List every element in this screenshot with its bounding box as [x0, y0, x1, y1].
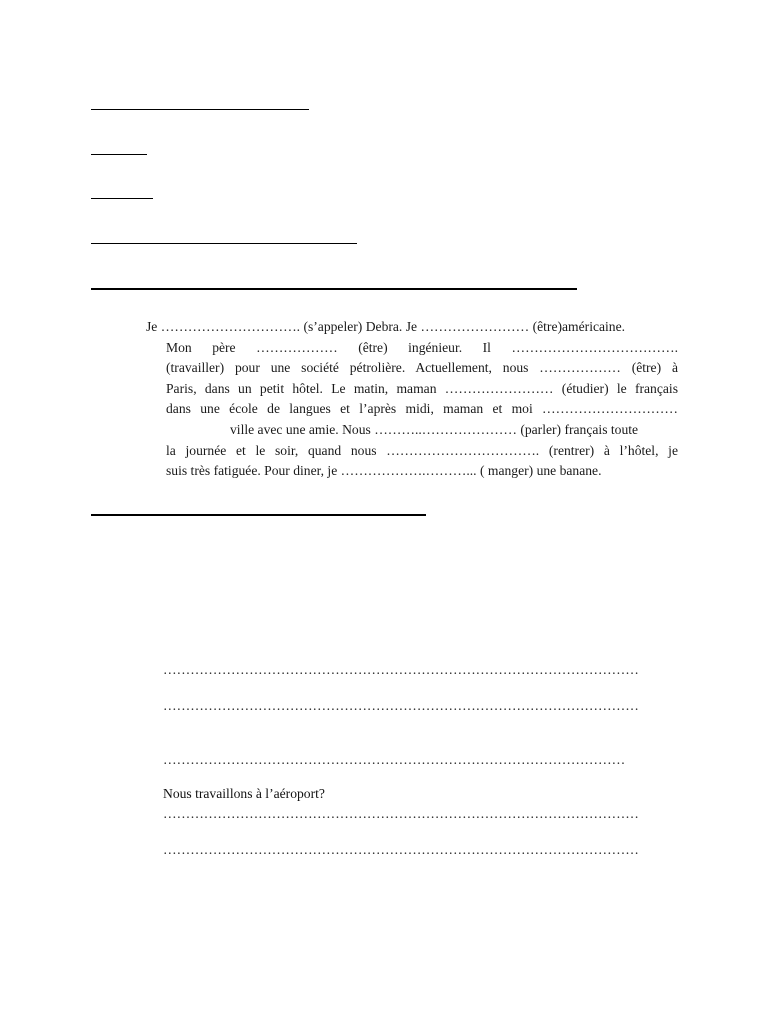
heading-rule-5	[91, 288, 577, 290]
exercise-line-3: (travailler) pour une société pétrolière. Actuellement, nous ……………… (être) à	[166, 360, 678, 376]
heading-rule-1	[91, 109, 309, 110]
exercise-line-5: dans une école de langues et l’après midi, maman et moi …………………………	[166, 401, 678, 417]
answer-line-1: ……………………………………………………………………………………………	[163, 662, 639, 677]
answer-line-2: ……………………………………………………………………………………………	[163, 698, 639, 713]
exercise-line-2: Mon père ……………… (être) ingénieur. Il ……………………………….	[166, 339, 678, 355]
exercise-line-8: suis très fatiguée. Pour diner, je ……………….………... ( manger) une banane.	[166, 463, 602, 479]
answer-line-4: ……………………………………………………………………………………………	[163, 806, 639, 821]
exercise-line-7: la journée et le soir, quand nous ……………………………. (rentrer) à l’hôtel, je	[166, 442, 678, 458]
heading-rule-2	[91, 154, 147, 155]
conjugation-exercise	[146, 317, 678, 482]
heading-rule-4	[91, 243, 357, 244]
exercise-line-6: ville avec une amie. Nous ………..………………… (parler) français toute	[230, 421, 639, 437]
exercise-line-4: Paris, dans un petit hôtel. Le matin, maman …………………… (étudier) le français	[166, 380, 678, 396]
question-text: Nous travaillons à l’aéroport?	[163, 786, 325, 801]
heading-rule-6	[91, 514, 426, 516]
answer-line-5: ……………………………………………………………………………………………	[163, 842, 639, 857]
answer-line-3: …………………………………………………………………………………………	[163, 752, 626, 767]
exercise-line-1: Je …………………………. (s’appeler) Debra. Je …………………… (être)américaine.	[146, 319, 626, 334]
heading-rule-3	[91, 198, 153, 199]
